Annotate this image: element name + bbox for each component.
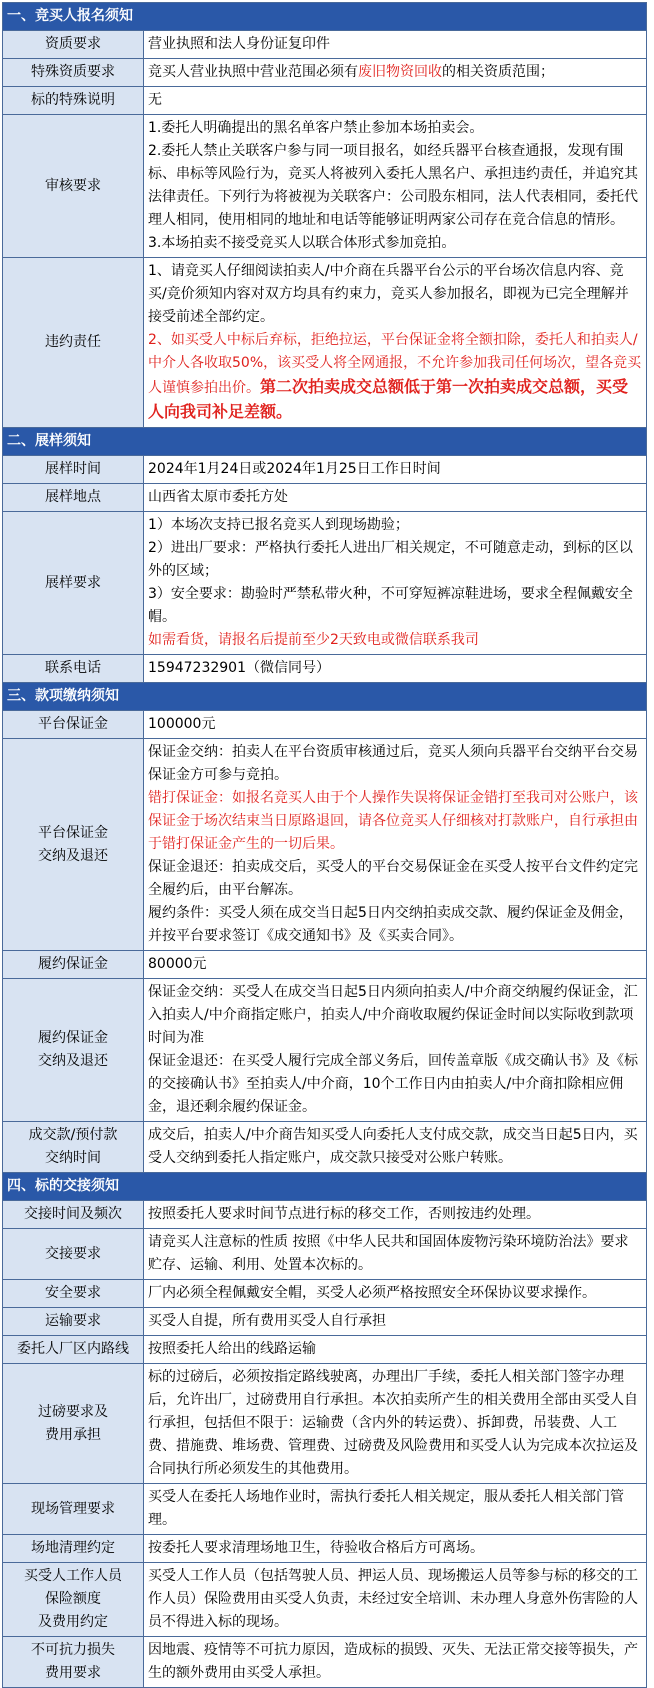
row-label: 标的特殊说明	[3, 87, 144, 115]
row-value	[144, 979, 647, 1122]
row-label	[3, 979, 144, 1122]
section-header-row	[3, 428, 647, 456]
text-fragment: 的相关资质范围；	[442, 64, 554, 80]
row-label: 场地清理约定	[3, 1535, 144, 1563]
row-value: 厂内必须全程佩戴安全帽，买受人必须严格按照安全环保协议要求操作。	[144, 1280, 647, 1308]
section-title-registration: 一、竞买人报名须知	[3, 3, 647, 31]
label-line: 成交款/预付款	[28, 1127, 118, 1143]
table-row	[3, 1484, 647, 1535]
table-row	[3, 31, 647, 59]
auction-notice-document	[2, 2, 646, 1688]
text-fragment: 竞买人营业执照中营业范围必须有	[148, 64, 358, 80]
row-value: 买受人在委托人场地作业时，需执行委托人相关规定，服从委托人相关部门管理。	[144, 1484, 647, 1535]
paragraph: 2）进出厂要求：严格执行委托人进出厂相关规定，不可随意走动，到标的区以外的区域；	[148, 540, 633, 579]
table-row	[3, 115, 647, 258]
table-row	[3, 1535, 647, 1563]
paragraph: 保证金退还：在买受人履行完成全部义务后，回传盖章版《成交确认书》及《标的交接确认书》至拍卖人/中介商，10个工作日内由拍卖人/中介商扣除相应佣金，退还剩余履约保证金。	[148, 1053, 638, 1115]
label-line: 及费用约定	[38, 1614, 108, 1630]
row-label: 安全要求	[3, 1280, 144, 1308]
row-value	[144, 59, 647, 87]
paragraph: 1.委托人明确提出的黑名单客户禁止参加本场拍卖会。	[148, 120, 484, 136]
paragraph-warning	[148, 329, 642, 425]
label-line: 履约保证金	[38, 1030, 108, 1046]
table-row	[3, 951, 647, 979]
row-label: 现场管理要求	[3, 1484, 144, 1535]
row-label: 展样要求	[3, 512, 144, 655]
section-header-row	[3, 683, 647, 711]
table-row	[3, 87, 647, 115]
row-value: 山西省太原市委托方处	[144, 484, 647, 512]
label-line: 交纳及退还	[38, 1053, 108, 1069]
row-label: 运输要求	[3, 1308, 144, 1336]
label-line: 保险额度	[45, 1591, 101, 1607]
label-line: 买受人工作人员	[24, 1568, 122, 1584]
label-line: 不可抗力损失	[31, 1642, 115, 1658]
table-row	[3, 1280, 647, 1308]
paragraph-warning: 如需看货，请报名后提前至少2天致电或微信联系我司	[148, 632, 479, 648]
row-label: 特殊资质要求	[3, 59, 144, 87]
section-header-row	[3, 1173, 647, 1201]
table-row	[3, 655, 647, 683]
paragraph: 1）本场次支持已报名竞买人到现场勘验；	[148, 517, 409, 533]
row-value: 2024年1月24日或2024年1月25日工作日时间	[144, 456, 647, 484]
label-line: 交纳及退还	[38, 847, 108, 864]
table-row	[3, 979, 647, 1122]
label-line: 平台保证金	[38, 824, 108, 841]
warning-text-emphasis: 第二次拍卖成交总额低于第一次拍卖成交总额，买受人向我司补足差额。	[148, 377, 629, 421]
table-row	[3, 258, 647, 428]
table-row	[3, 739, 647, 951]
table-row	[3, 484, 647, 512]
label-line: 费用要求	[45, 1665, 101, 1681]
row-label	[3, 1563, 144, 1637]
row-value: 按照委托人给出的线路运输	[144, 1336, 647, 1364]
row-value: 按照委托人要求时间节点进行标的移交工作，否则按违约处理。	[144, 1201, 647, 1229]
table-row	[3, 1563, 647, 1637]
paragraph: 3）安全要求：勘验时严禁私带火种，不可穿短裤凉鞋进场，要求全程佩戴安全帽。	[148, 586, 633, 625]
section-title-viewing: 二、展样须知	[3, 428, 647, 456]
row-label: 交接时间及频次	[3, 1201, 144, 1229]
row-value: 买受人自提，所有费用买受人自行承担	[144, 1308, 647, 1336]
table-row	[3, 59, 647, 87]
table-row	[3, 512, 647, 655]
row-value: 请竞买人注意标的性质 按照《中华人民共和国固体废物污染环境防治法》要求贮存、运输、利用、处置本次标的。	[144, 1229, 647, 1280]
row-value: 成交后，拍卖人/中介商告知买受人向委托人支付成交款，成交当日起5日内，买受人交纳到委托人指定账户，成交款只接受对公账户转账。	[144, 1122, 647, 1173]
row-value: 无	[144, 87, 647, 115]
row-label: 履约保证金	[3, 951, 144, 979]
row-value	[144, 115, 647, 258]
contact-phone: 15947232901（微信同号）	[144, 655, 647, 683]
paragraph: 保证金交纳：买受人在成交当日起5日内须向拍卖人/中介商交纳履约保证金，汇入拍卖人/中介商指定账户，拍卖人/中介商收取履约保证金时间以实际收到款项时间为准	[148, 984, 638, 1046]
section-header-row	[3, 3, 647, 31]
row-label	[3, 1637, 144, 1688]
row-value: 100000元	[144, 711, 647, 739]
row-label	[3, 1122, 144, 1173]
notice-table	[2, 2, 647, 1688]
section-title-handover: 四、标的交接须知	[3, 1173, 647, 1201]
table-row	[3, 711, 647, 739]
row-label: 审核要求	[3, 115, 144, 258]
row-value	[144, 739, 647, 951]
label-line: 交纳时间	[45, 1150, 101, 1166]
paragraph: 保证金退还：拍卖成交后，买受人的平台交易保证金在买受人按平台文件约定完全履约后，由平台解冻。	[148, 859, 638, 898]
table-row	[3, 1637, 647, 1688]
row-label: 平台保证金	[3, 711, 144, 739]
paragraph-warning: 错打保证金：如报名竞买人由于个人操作失误将保证金错打至我司对公账户，该保证金于场次结束当日原路退回，请各位竞买人仔细核对打款账户，自行承担由于错打保证金产生的一切后果。	[148, 790, 638, 852]
paragraph: 履约条件：买受人须在成交当日起5日内交纳拍卖成交款、履约保证金及佣金，并按平台要求签订《成交通知书》及《买卖合同》。	[148, 905, 633, 944]
warning-text: 2、如买受人中标后弃标，拒绝拉运，平台保证金将全额扣除，委托人和拍卖人/中介人各收取50%，该买受人将全网通报，不允许参加我司任何场次，望各竞买人谨慎参拍出价。	[148, 332, 642, 396]
table-row	[3, 1308, 647, 1336]
highlight-text: 废旧物资回收	[358, 64, 442, 80]
paragraph: 保证金交纳：拍卖人在平台资质审核通过后，竞买人须向兵器平台交纳平台交易保证金方可参与竞拍。	[148, 744, 638, 783]
paragraph: 2.委托人禁止关联客户参与同一项目报名，如经兵器平台核查通报，发现有围标、串标等风险行为，竞买人将被列入委托人黑名户、承担违约责任，并追究其法律责任。下列行为将被视为关联客户：公司股东相同，法人代表相同，委托代理人相同，使用相同的地址和电话等能够证明两家公司存在竞合信息的情形。	[148, 143, 638, 228]
table-row	[3, 1201, 647, 1229]
row-label	[3, 1364, 144, 1484]
table-row	[3, 1364, 647, 1484]
table-row	[3, 456, 647, 484]
row-label: 资质要求	[3, 31, 144, 59]
row-label: 联系电话	[3, 655, 144, 683]
table-row	[3, 1336, 647, 1364]
label-line: 过磅要求及	[38, 1403, 108, 1420]
row-value: 按委托人要求清理场地卫生，待验收合格后方可离场。	[144, 1535, 647, 1563]
row-label	[3, 739, 144, 951]
row-value: 营业执照和法人身份证复印件	[144, 31, 647, 59]
row-label: 交接要求	[3, 1229, 144, 1280]
row-value: 标的过磅后，必须按指定路线驶离，办理出厂手续，委托人相关部门签字办理后，允许出厂，过磅费用自行承担。本次拍卖所产生的相关费用全部由买受人自行承担，包括但不限于：运输费（含内外的转运费）、拆卸费，吊装费、人工费、措施费、堆场费、管理费、过磅费及风险费用和买受人认为完成本次拉运及合同执行所必须发生的其他费用。	[144, 1364, 647, 1484]
row-value	[144, 258, 647, 428]
row-label: 展样时间	[3, 456, 144, 484]
row-value: 买受人工作人员（包括驾驶人员、押运人员、现场搬运人员等参与标的移交的工作人员）保险费用由买受人负责，未经过安全培训、未办理人身意外伤害险的人员不得进入标的现场。	[144, 1563, 647, 1637]
row-value: 因地震、疫情等不可抗力原因，造成标的损毁、灭失、无法正常交接等损失，产生的额外费用由买受人承担。	[144, 1637, 647, 1688]
row-value	[144, 512, 647, 655]
table-row	[3, 1122, 647, 1173]
row-label: 委托人厂区内路线	[3, 1336, 144, 1364]
row-label: 展样地点	[3, 484, 144, 512]
table-row	[3, 1229, 647, 1280]
section-title-payment: 三、款项缴纳须知	[3, 683, 647, 711]
label-line: 费用承担	[45, 1426, 101, 1443]
paragraph: 3.本场拍卖不接受竞买人以联合体形式参加竞拍。	[148, 235, 456, 251]
paragraph: 1、请竞买人仔细阅读拍卖人/中介商在兵器平台公示的平台场次信息内容、竞买/竞价须知内容对双方均具有约束力，竞买人参加报名，即视为已完全理解并接受前述全部约定。	[148, 263, 629, 325]
row-label: 违约责任	[3, 258, 144, 428]
row-value: 80000元	[144, 951, 647, 979]
